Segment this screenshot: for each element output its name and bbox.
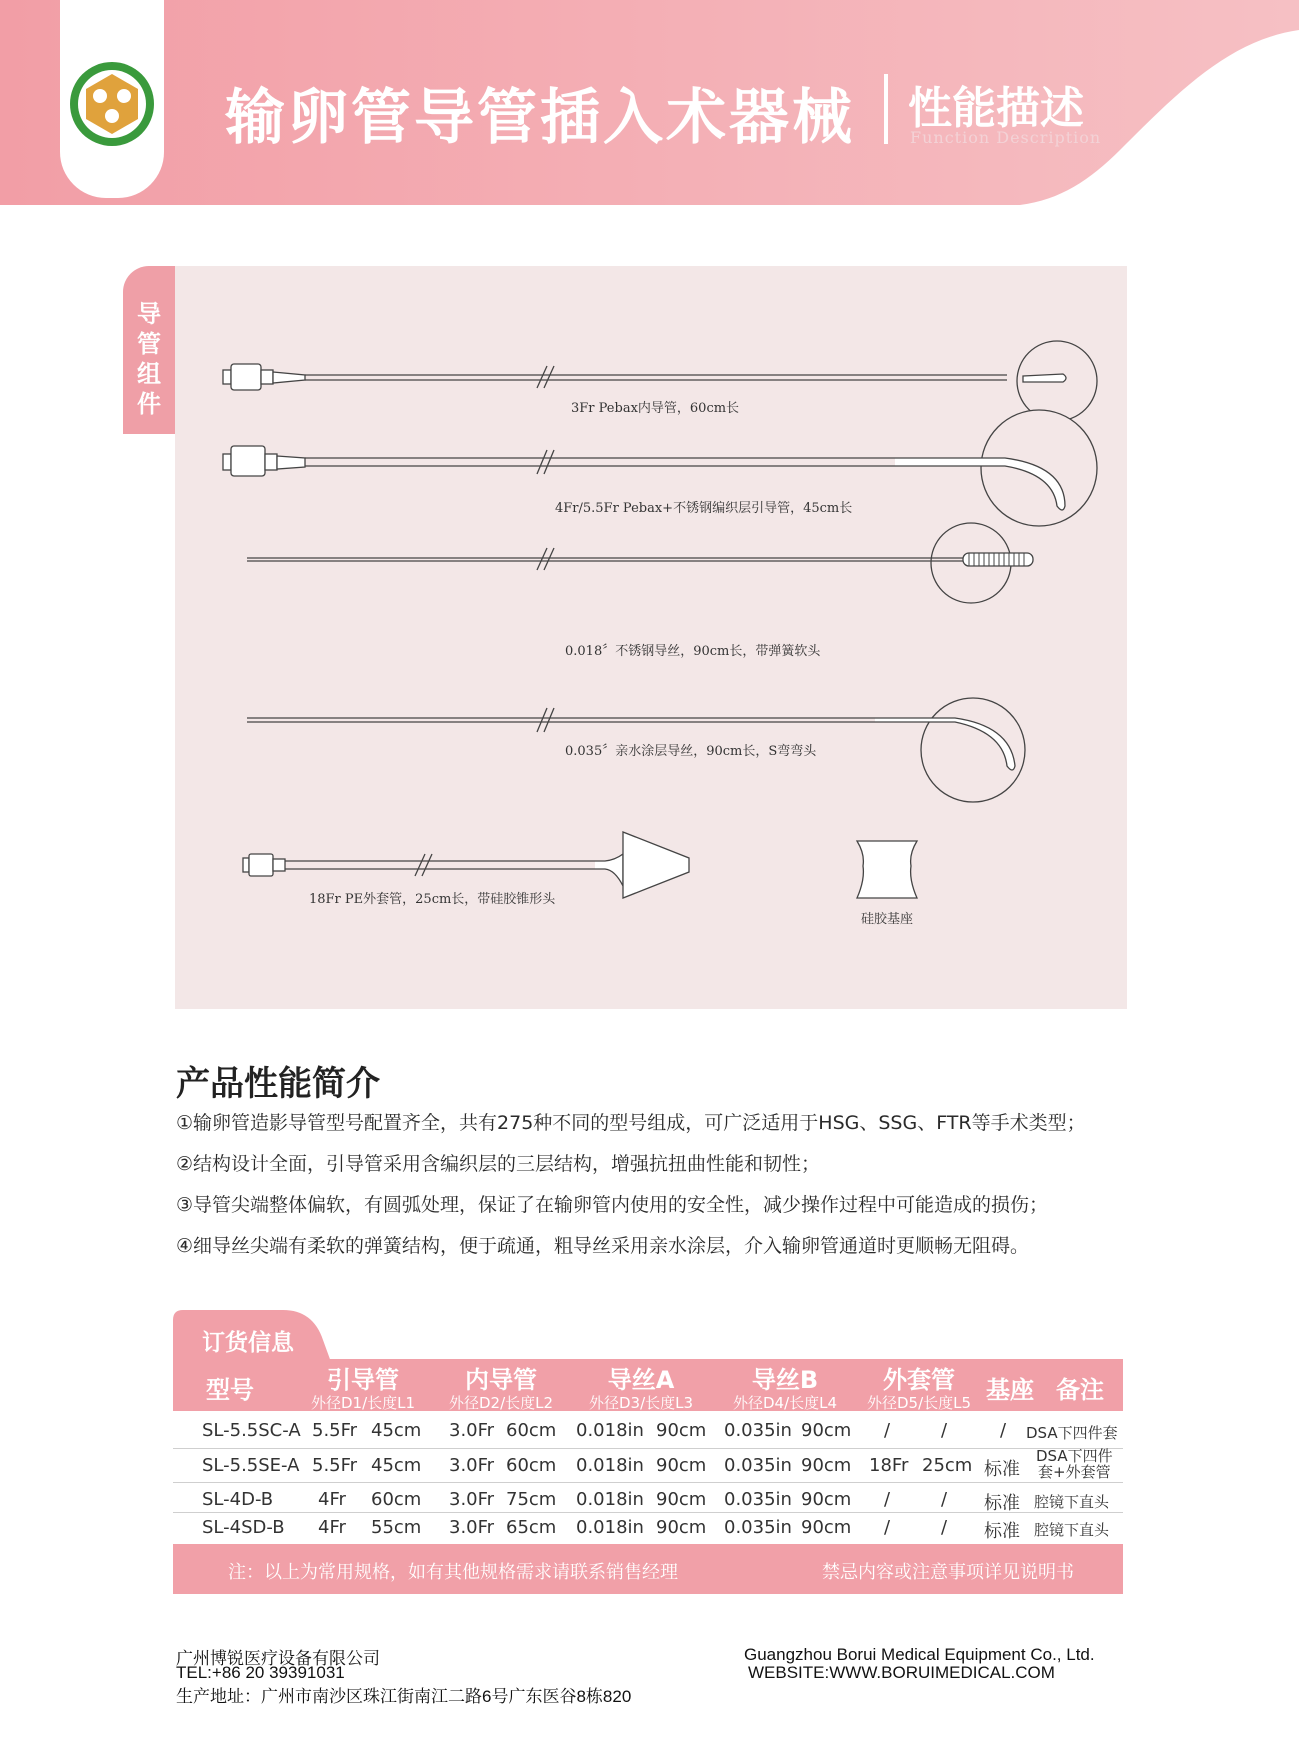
table-cell: / xyxy=(884,1420,891,1441)
table-cell: 3.0Fr xyxy=(449,1455,495,1476)
footer-address: 生产地址：广州市南沙区珠江街南江二路6号广东医谷8栋820 xyxy=(176,1687,632,1706)
table-cell: 60cm xyxy=(371,1489,422,1510)
table-cell: 90cm xyxy=(801,1420,852,1441)
table-cell: 45cm xyxy=(371,1455,422,1476)
table-cell: 3.0Fr xyxy=(449,1489,495,1510)
table-cell: 90cm xyxy=(801,1489,852,1510)
intro-item: ④细导丝尖端有柔软的弹簧结构，便于疏通，粗导丝采用亲水涂层，介入输卵管通道时更顺畅无阻碍。 xyxy=(176,1235,1030,1257)
guidewire-a-drawing xyxy=(247,523,1033,603)
table-cell: 0.035in xyxy=(724,1455,792,1476)
table-cell: 90cm xyxy=(801,1517,852,1538)
table-cell: 标准 xyxy=(984,1521,1020,1542)
table-cell: SL-5.5SC-A xyxy=(202,1420,301,1441)
table-cell: 3.0Fr xyxy=(449,1517,495,1538)
side-tab-char: 管 xyxy=(137,330,161,358)
component-label: 3Fr Pebax内导管，60cm长 xyxy=(571,401,740,416)
table-cell: 标准 xyxy=(984,1459,1020,1480)
column-subheader: 外径D3/长度L3 xyxy=(588,1394,694,1412)
side-tab-char: 导 xyxy=(137,300,161,328)
column-subheader: 外径D2/长度L2 xyxy=(448,1394,554,1412)
table-cell: 腔镜下直头 xyxy=(1034,1521,1110,1539)
table-cell: 0.035in xyxy=(724,1489,792,1510)
table-cell: 90cm xyxy=(656,1489,707,1510)
table-cell: 3.0Fr xyxy=(449,1420,495,1441)
intro-title: 产品性能简介 xyxy=(176,1064,380,1104)
table-cell: 60cm xyxy=(506,1455,557,1476)
page-title: 输卵管导管插入术器械 xyxy=(225,83,855,153)
column-header: 基座 xyxy=(986,1376,1034,1404)
column-subheader: 外径D5/长度L5 xyxy=(866,1394,972,1412)
page-subtitle-en: Function Description xyxy=(910,128,1102,147)
table-cell: SL-4D-B xyxy=(202,1489,274,1510)
component-label: 硅胶基座 xyxy=(861,912,914,927)
intro-item: ③导管尖端整体偏软，有圆弧处理，保证了在输卵管内使用的安全性，减少操作过程中可能造成的损伤； xyxy=(176,1194,1049,1216)
table-cell: 0.035in xyxy=(724,1420,792,1441)
footer-company-cn: 广州博锐医疗设备有限公司 xyxy=(176,1649,380,1668)
side-tab-char: 组 xyxy=(137,360,161,388)
remark-line: 套+外套管 xyxy=(1038,1463,1111,1481)
column-header: 型号 xyxy=(206,1376,254,1404)
column-subheader: 外径D1/长度L1 xyxy=(310,1394,416,1412)
table-cell: 5.5Fr xyxy=(312,1455,358,1476)
table-cell: 0.018in xyxy=(576,1489,644,1510)
component-label: 0.018〞不锈钢导丝，90cm长，带弹簧软头 xyxy=(565,644,821,659)
table-cell: 90cm xyxy=(656,1420,707,1441)
table-cell xyxy=(1036,1448,1113,1480)
table-cell: 65cm xyxy=(506,1517,557,1538)
side-tab-char: 件 xyxy=(137,390,161,418)
column-header: 外套管 xyxy=(883,1366,955,1394)
table-cell: 75cm xyxy=(506,1489,557,1510)
column-header: 引导管 xyxy=(327,1366,399,1394)
footer-website[interactable]: WEBSITE:WWW.BORUIMEDICAL.COM xyxy=(748,1663,1055,1682)
outer-sheath-drawing xyxy=(243,832,689,898)
column-header: 导丝A xyxy=(607,1366,675,1394)
component-label: 4Fr/5.5Fr Pebax+不锈钢编织层引导管，45cm长 xyxy=(555,501,853,516)
footer-tel: TEL:+86 20 39391031 xyxy=(176,1663,345,1682)
silicone-base-drawing xyxy=(857,841,917,898)
table-cell: 90cm xyxy=(656,1455,707,1476)
column-header: 备注 xyxy=(1056,1376,1104,1404)
table-cell: / xyxy=(941,1420,948,1441)
table-cell: SL-4SD-B xyxy=(202,1517,285,1538)
table-cell: 18Fr xyxy=(869,1455,909,1476)
table-cell: 0.018in xyxy=(576,1517,644,1538)
table-cell: 60cm xyxy=(506,1420,557,1441)
table-cell: / xyxy=(941,1517,948,1538)
page-subtitle: 性能描述 xyxy=(908,83,1084,134)
components-side-tab xyxy=(123,266,175,434)
table-cell: DSA下四件套 xyxy=(1026,1424,1118,1442)
footer-company-en: Guangzhou Borui Medical Equipment Co., Ltd. xyxy=(744,1645,1095,1664)
table-cell: 45cm xyxy=(371,1420,422,1441)
table-cell: 90cm xyxy=(656,1517,707,1538)
table-cell: / xyxy=(941,1489,948,1510)
table-cell: / xyxy=(884,1517,891,1538)
order-tab-label: 订货信息 xyxy=(202,1330,294,1356)
intro-item: ①输卵管造影导管型号配置齐全，共有275种不同的型号组成，可广泛适用于HSG、SSG、FTR等手术类型； xyxy=(176,1112,1086,1134)
table-cell: / xyxy=(1000,1420,1007,1441)
table-cell: 4Fr xyxy=(318,1489,346,1510)
intro-item: ②结构设计全面，引导管采用含编织层的三层结构，增强抗扭曲性能和韧性； xyxy=(176,1153,821,1175)
table-cell: 4Fr xyxy=(318,1517,346,1538)
table-cell: / xyxy=(884,1489,891,1510)
title-divider xyxy=(884,74,888,144)
table-note-right: 禁忌内容或注意事项详见说明书 xyxy=(822,1562,1074,1583)
column-subheader: 外径D4/长度L4 xyxy=(732,1394,838,1412)
component-label: 18Fr PE外套管，25cm长，带硅胶锥形头 xyxy=(309,892,556,907)
remark-line: DSA下四件 xyxy=(1036,1447,1113,1465)
table-cell: 90cm xyxy=(801,1455,852,1476)
table-cell: 55cm xyxy=(371,1517,422,1538)
table-cell: 5.5Fr xyxy=(312,1420,358,1441)
table-cell: 标准 xyxy=(984,1493,1020,1514)
table-cell: 0.018in xyxy=(576,1455,644,1476)
column-header: 内导管 xyxy=(465,1366,537,1394)
table-cell: SL-5.5SE-A xyxy=(202,1455,300,1476)
table-cell: 腔镜下直头 xyxy=(1034,1493,1110,1511)
table-cell: 0.018in xyxy=(576,1420,644,1441)
column-header: 导丝B xyxy=(751,1366,819,1394)
table-cell: 25cm xyxy=(922,1455,973,1476)
table-note-left: 注：以上为常用规格，如有其他规格需求请联系销售经理 xyxy=(228,1562,678,1583)
table-cell: 0.035in xyxy=(724,1517,792,1538)
component-drawings xyxy=(175,266,1127,1009)
company-logo-icon xyxy=(66,58,158,150)
component-label: 0.035〞亲水涂层导丝，90cm长，S弯弯头 xyxy=(565,744,817,759)
